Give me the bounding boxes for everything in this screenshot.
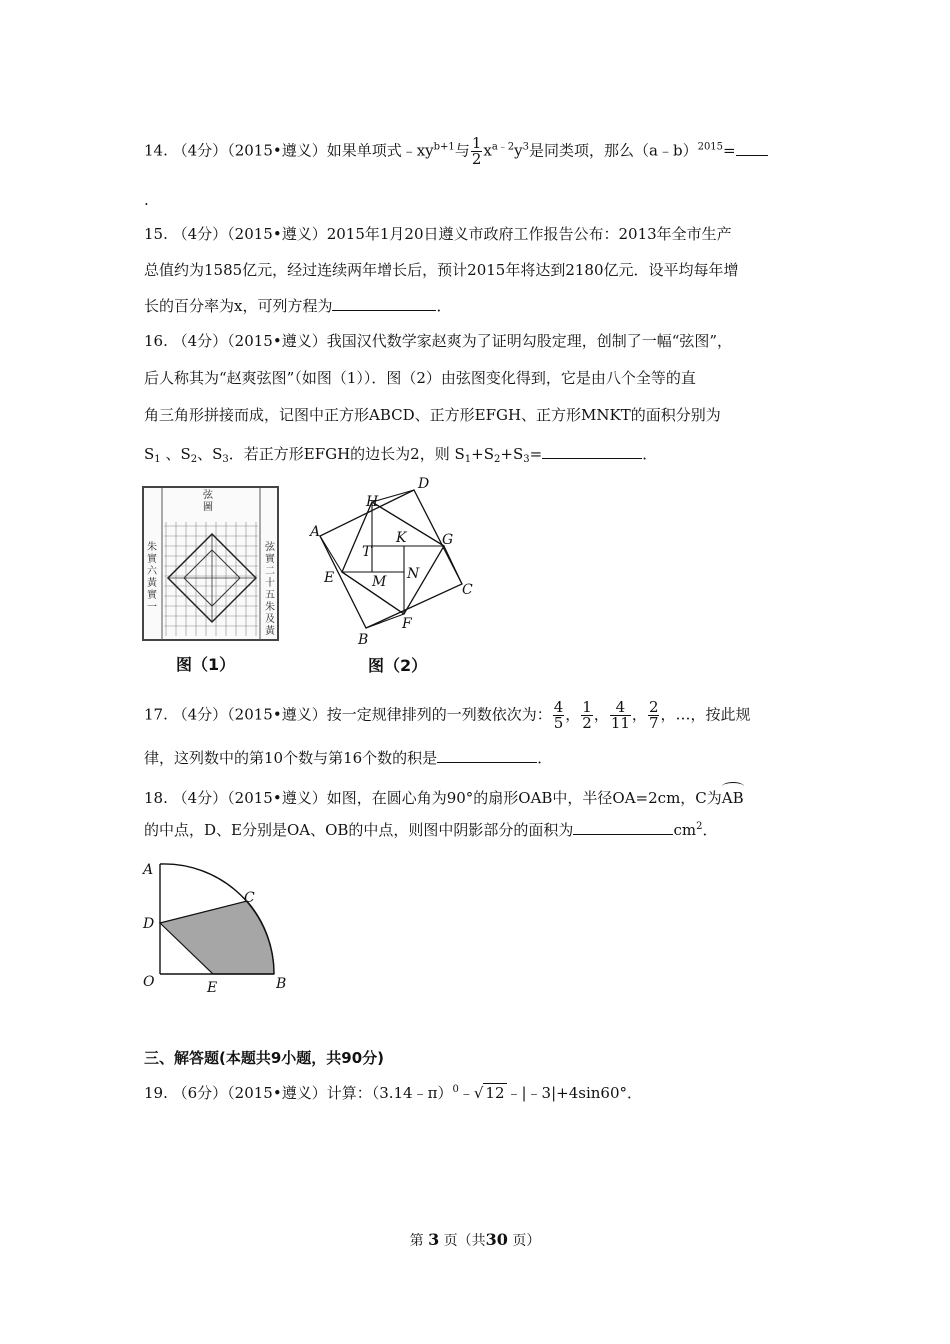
superscript: 2 [696, 821, 703, 832]
answer-blank [736, 141, 768, 156]
label-D: D [418, 476, 430, 492]
answer-blank [573, 820, 673, 835]
q16-text: ．若正方形EFGH的边长为2，则 S [228, 445, 465, 463]
denominator: 2 [582, 714, 592, 732]
footer-text: 页） [512, 1233, 541, 1249]
arc-ab: AB [722, 784, 744, 808]
label-N: N [407, 566, 420, 582]
q14-source: （2015•遵义） [227, 141, 327, 160]
fig1-right-6: 朱 [265, 602, 275, 613]
label-D: D [143, 916, 155, 932]
q16-line2: 后人称其为“赵爽弦图”（如图（1））．图（2）由弦图变化得到，它是由八个全等的直 [144, 369, 696, 387]
fig1-left-3: 六 [147, 566, 157, 577]
numerator: 2 [648, 698, 659, 716]
q16-text: S [144, 445, 155, 463]
q18-text: 18. （4分）（2015•遵义）如图，在圆心角为90°的扇形OAB中，半径OA=2cm，C为 [144, 789, 722, 807]
label-B: B [276, 976, 287, 992]
label-B: B [358, 632, 369, 648]
q18-text: cm [673, 821, 697, 839]
q19-text: ﹣ [458, 1084, 474, 1102]
q19-line [144, 1083, 642, 1103]
q18-line2 [144, 820, 717, 840]
q18-line1 [144, 784, 744, 808]
figure-1-caption: 图（1） [176, 655, 236, 674]
label-O: O [143, 974, 155, 990]
figure-2-diagram [306, 472, 482, 650]
fig1-right-2: 實 [265, 554, 275, 565]
subscript: 1 [154, 454, 161, 465]
q17-text: …，按此规 [675, 705, 751, 724]
q19-text: ﹣|﹣3|+4sin60°． [506, 1084, 643, 1102]
q14-text: = [723, 141, 736, 160]
page-number: 3 [428, 1230, 440, 1249]
square-root: √ 12 [473, 1084, 505, 1102]
q17-text: ． [537, 749, 553, 767]
q14-exp: b+1 [433, 141, 455, 153]
label-G: G [442, 532, 454, 548]
q14-exp: a﹣2 [491, 141, 515, 153]
label-K: K [396, 530, 407, 546]
fig1-right-5: 五 [265, 590, 275, 601]
fig1-right-7: 及 [265, 614, 275, 625]
q14-text: 是同类项，那么（a﹣b） [529, 141, 698, 160]
figure-2-caption: 图（2） [368, 656, 428, 675]
fig1-left-1: 朱 [147, 542, 157, 553]
label-T: T [362, 544, 372, 560]
q14-exp: 3 [522, 141, 530, 153]
subscript: 2 [494, 454, 501, 465]
label-M: M [372, 574, 387, 590]
radicand: 12 [485, 1084, 505, 1102]
q15-line1: 15. （4分）（2015•遵义）2015年1月20日遵义市政府工作报告公布：2013年全市生产 [144, 225, 732, 243]
q16-text: = [529, 445, 543, 463]
q14-score: （4分） [172, 141, 228, 160]
q14-number: 14. [144, 141, 168, 160]
label-C: C [462, 582, 473, 598]
separator: ， [565, 705, 581, 724]
q14-period: . [144, 191, 149, 209]
separator: ， [631, 705, 647, 724]
answer-blank [437, 748, 537, 763]
q14-exp: 2015 [697, 141, 724, 153]
answer-blank [542, 444, 642, 459]
fig1-right-3: 二 [265, 566, 275, 577]
fraction-3 [610, 700, 631, 731]
label-C: C [244, 890, 255, 906]
numerator: 4 [553, 698, 564, 716]
footer-text: 页（共 [443, 1233, 486, 1249]
q18-text: 的中点，D、E分别是OA、OB的中点，则图中阴影部分的面积为 [144, 821, 574, 839]
q17-line1 [144, 700, 751, 731]
section-heading: 三、解答题(本题共9小题，共90分) [144, 1049, 385, 1067]
answer-blank [332, 296, 436, 311]
fraction-1 [553, 700, 565, 731]
numerator: 1 [582, 698, 592, 716]
numerator: 4 [610, 700, 631, 716]
fig1-left-4: 黃 [147, 578, 157, 589]
q14-text: 与 [454, 141, 470, 160]
fig1-top-text-1: 弦 [203, 490, 213, 501]
q16-line4 [144, 444, 657, 464]
q16-text: +S [500, 445, 524, 463]
label-F: F [402, 616, 412, 632]
q17-text: 律，这列数中的第10个数与第16个数的积是 [144, 749, 438, 767]
q15-line3 [144, 296, 451, 316]
superscript: 0 [452, 1084, 459, 1095]
q16-line3: 角三角形拼接而成，记图中正方形ABCD、正方形EFGH、正方形MNKT的面积分别为 [144, 406, 721, 424]
q18-text: ． [702, 821, 718, 839]
denominator: 2 [471, 150, 482, 168]
q17-text: 17. （4分）（2015•遵义）按一定规律排列的一列数依次为： [144, 705, 552, 724]
label-H: H [366, 494, 379, 510]
fig1-left-2: 實 [147, 554, 157, 565]
subscript: 2 [190, 454, 198, 465]
label-E: E [207, 980, 218, 996]
denominator: 5 [553, 714, 564, 732]
fig1-top-text-2: 圖 [203, 502, 213, 513]
q14-text: x [483, 141, 492, 160]
sector-figure [140, 858, 300, 998]
q14-text: y [514, 141, 523, 160]
fraction-4 [648, 700, 660, 731]
q14-text: 如果单项式﹣xy [326, 141, 434, 160]
q16-line1: 16. （4分）（2015•遵义）我国汉代数学家赵爽为了证明勾股定理，创制了一幅“弦图”， [144, 332, 733, 350]
label-A: A [310, 524, 321, 540]
fig1-right-1: 弦 [265, 542, 275, 553]
q16-text: 、S [165, 445, 191, 463]
q16-text: +S [471, 445, 494, 463]
subscript: 3 [523, 454, 530, 465]
q16-text: 、S [197, 445, 223, 463]
separator: ， [660, 705, 676, 724]
numerator: 1 [471, 134, 482, 152]
q15-line2: 总值约为1585亿元，经过连续两年增长后，预计2015年将达到2180亿元．设平均每年增 [144, 261, 739, 279]
q17-line2 [144, 748, 552, 768]
figure-1-chord-diagram [142, 486, 280, 642]
subscript: 1 [464, 454, 472, 465]
subscript: 3 [222, 454, 229, 465]
q15-text: 长的百分率为x，可列方程为 [144, 297, 333, 315]
fig1-left-5: 實 [147, 590, 157, 601]
label-E: E [324, 570, 335, 586]
footer-text: 第 [409, 1233, 424, 1249]
page-footer [0, 1230, 950, 1250]
fig1-right-8: 黃 [265, 626, 275, 637]
denominator: 7 [648, 714, 659, 732]
q19-text: 19. （6分）（2015•遵义）计算：（3.14﹣π） [144, 1084, 453, 1102]
fraction-2 [581, 700, 593, 731]
label-A: A [143, 862, 154, 878]
fig1-right-4: 十 [265, 578, 275, 589]
separator: ， [593, 705, 609, 724]
total-pages: 30 [485, 1230, 508, 1249]
q15-text: ． [436, 297, 452, 315]
fig1-left-6: 一 [147, 602, 157, 613]
q16-text: ． [642, 445, 658, 463]
denominator: 11 [610, 714, 630, 732]
q14-line [144, 136, 768, 167]
fraction [471, 136, 483, 167]
